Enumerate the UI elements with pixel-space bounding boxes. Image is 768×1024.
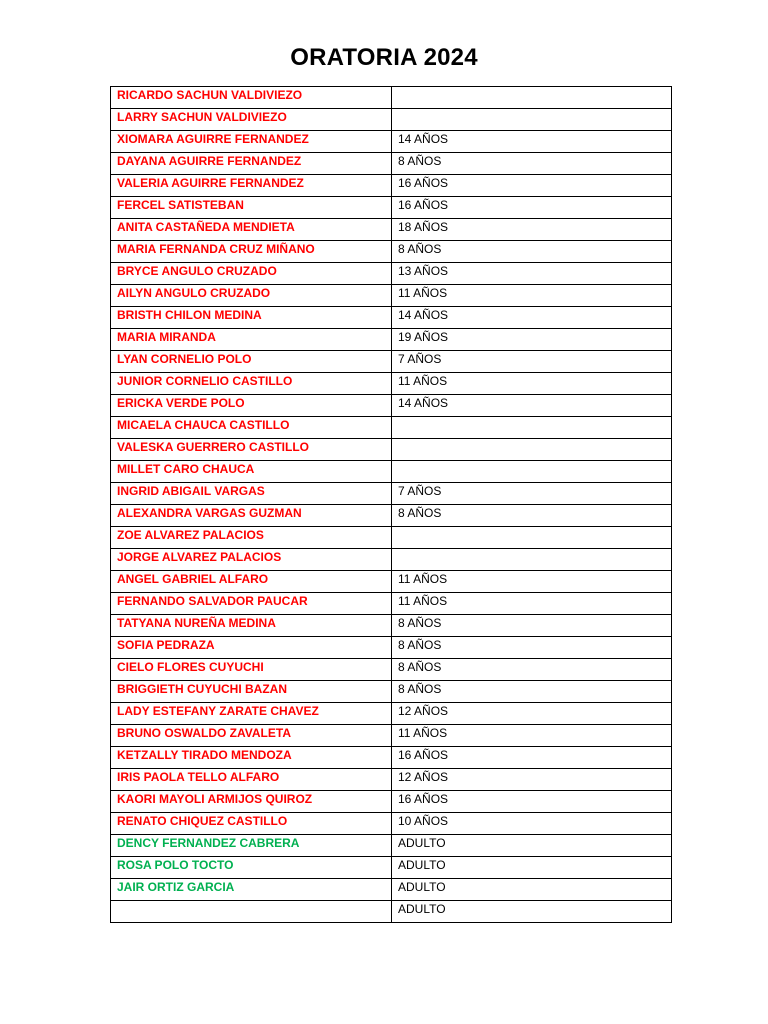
participant-age-cell: 8 AÑOS	[392, 681, 672, 703]
participant-age-cell: 8 AÑOS	[392, 153, 672, 175]
participant-name-cell: BRIGGIETH CUYUCHI BAZAN	[111, 681, 392, 703]
participant-age-cell	[392, 549, 672, 571]
participant-age-cell: 8 AÑOS	[392, 505, 672, 527]
participant-name-cell: LARRY SACHUN VALDIVIEZO	[111, 109, 392, 131]
table-row	[111, 615, 672, 637]
table-row	[111, 351, 672, 373]
table-row	[111, 109, 672, 131]
participant-name-cell: DENCY FERNANDEZ CABRERA	[111, 835, 392, 857]
table-row	[111, 263, 672, 285]
participant-age-cell: 13 AÑOS	[392, 263, 672, 285]
table-row	[111, 901, 672, 923]
participant-name-cell: MICAELA CHAUCA CASTILLO	[111, 417, 392, 439]
participant-age-cell	[392, 439, 672, 461]
participant-age-cell: ADULTO	[392, 879, 672, 901]
participant-age-cell: 8 AÑOS	[392, 615, 672, 637]
participant-name-cell: CIELO FLORES CUYUCHI	[111, 659, 392, 681]
table-row	[111, 395, 672, 417]
participant-name-cell: JAIR ORTIZ GARCIA	[111, 879, 392, 901]
table-row	[111, 219, 672, 241]
table-row	[111, 857, 672, 879]
participant-name-cell: ROSA POLO TOCTO	[111, 857, 392, 879]
participant-age-cell: 11 AÑOS	[392, 593, 672, 615]
participant-age-cell: 19 AÑOS	[392, 329, 672, 351]
participant-name-cell: ERICKA VERDE POLO	[111, 395, 392, 417]
table-row	[111, 747, 672, 769]
table-row	[111, 285, 672, 307]
participant-name-cell: JUNIOR CORNELIO CASTILLO	[111, 373, 392, 395]
participant-name-cell: VALESKA GUERRERO CASTILLO	[111, 439, 392, 461]
participants-table	[110, 86, 672, 923]
participant-age-cell: ADULTO	[392, 857, 672, 879]
participant-name-cell: SOFIA PEDRAZA	[111, 637, 392, 659]
participant-name-cell: FERCEL SATISTEBAN	[111, 197, 392, 219]
participant-name-cell: VALERIA AGUIRRE FERNANDEZ	[111, 175, 392, 197]
participant-name-cell: BRISTH CHILON MEDINA	[111, 307, 392, 329]
participant-age-cell	[392, 87, 672, 109]
participant-age-cell: 16 AÑOS	[392, 747, 672, 769]
table-row	[111, 769, 672, 791]
participant-age-cell: 14 AÑOS	[392, 395, 672, 417]
table-row	[111, 417, 672, 439]
participant-age-cell: 14 AÑOS	[392, 131, 672, 153]
participant-age-cell: 11 AÑOS	[392, 373, 672, 395]
table-row	[111, 197, 672, 219]
participant-age-cell: ADULTO	[392, 901, 672, 923]
table-row	[111, 241, 672, 263]
participant-age-cell: 11 AÑOS	[392, 285, 672, 307]
participant-name-cell: LADY ESTEFANY ZARATE CHAVEZ	[111, 703, 392, 725]
table-row	[111, 725, 672, 747]
participant-age-cell: 7 AÑOS	[392, 483, 672, 505]
participant-age-cell: 7 AÑOS	[392, 351, 672, 373]
participant-name-cell	[111, 901, 392, 923]
participant-name-cell: IRIS PAOLA TELLO ALFARO	[111, 769, 392, 791]
participant-age-cell: 8 AÑOS	[392, 241, 672, 263]
participant-age-cell	[392, 461, 672, 483]
participant-age-cell: 8 AÑOS	[392, 637, 672, 659]
participant-age-cell: 12 AÑOS	[392, 703, 672, 725]
participant-age-cell	[392, 527, 672, 549]
table-row	[111, 307, 672, 329]
participant-name-cell: FERNANDO SALVADOR PAUCAR	[111, 593, 392, 615]
table-row	[111, 593, 672, 615]
participant-name-cell: MARIA FERNANDA CRUZ MIÑANO	[111, 241, 392, 263]
participant-name-cell: RICARDO SACHUN VALDIVIEZO	[111, 87, 392, 109]
participant-name-cell: BRYCE ANGULO CRUZADO	[111, 263, 392, 285]
participant-name-cell: TATYANA NUREÑA MEDINA	[111, 615, 392, 637]
table-row	[111, 879, 672, 901]
participant-name-cell: ANITA CASTAÑEDA MENDIETA	[111, 219, 392, 241]
table-row	[111, 175, 672, 197]
participant-name-cell: JORGE ALVAREZ PALACIOS	[111, 549, 392, 571]
participant-age-cell: 16 AÑOS	[392, 791, 672, 813]
table-row	[111, 549, 672, 571]
participant-name-cell: KETZALLY TIRADO MENDOZA	[111, 747, 392, 769]
table-row	[111, 131, 672, 153]
table-row	[111, 571, 672, 593]
table-row	[111, 659, 672, 681]
table-row	[111, 153, 672, 175]
participant-name-cell: RENATO CHIQUEZ CASTILLO	[111, 813, 392, 835]
participant-name-cell: MILLET CARO CHAUCA	[111, 461, 392, 483]
participant-name-cell: KAORI MAYOLI ARMIJOS QUIROZ	[111, 791, 392, 813]
participant-age-cell	[392, 109, 672, 131]
table-row	[111, 439, 672, 461]
table-row	[111, 813, 672, 835]
table-row	[111, 703, 672, 725]
table-row	[111, 835, 672, 857]
participant-name-cell: MARIA MIRANDA	[111, 329, 392, 351]
table-row	[111, 461, 672, 483]
participant-age-cell: 10 AÑOS	[392, 813, 672, 835]
table-row	[111, 527, 672, 549]
participant-name-cell: DAYANA AGUIRRE FERNANDEZ	[111, 153, 392, 175]
participant-age-cell: 18 AÑOS	[392, 219, 672, 241]
participant-age-cell: 16 AÑOS	[392, 175, 672, 197]
participant-age-cell: 16 AÑOS	[392, 197, 672, 219]
participant-age-cell: 12 AÑOS	[392, 769, 672, 791]
participant-age-cell	[392, 417, 672, 439]
table-row	[111, 505, 672, 527]
table-row	[111, 637, 672, 659]
document-title: ORATORIA 2024	[290, 44, 478, 71]
table-row	[111, 87, 672, 109]
table-row	[111, 681, 672, 703]
table-row	[111, 483, 672, 505]
table-row	[111, 791, 672, 813]
participant-name-cell: ZOE ALVAREZ PALACIOS	[111, 527, 392, 549]
participant-age-cell: ADULTO	[392, 835, 672, 857]
participant-name-cell: AILYN ANGULO CRUZADO	[111, 285, 392, 307]
participant-age-cell: 14 AÑOS	[392, 307, 672, 329]
table-row	[111, 329, 672, 351]
participant-age-cell: 11 AÑOS	[392, 571, 672, 593]
participant-age-cell: 8 AÑOS	[392, 659, 672, 681]
participant-name-cell: INGRID ABIGAIL VARGAS	[111, 483, 392, 505]
participant-name-cell: BRUNO OSWALDO ZAVALETA	[111, 725, 392, 747]
table-row	[111, 373, 672, 395]
participant-name-cell: XIOMARA AGUIRRE FERNANDEZ	[111, 131, 392, 153]
participant-age-cell: 11 AÑOS	[392, 725, 672, 747]
participants-table-body	[111, 87, 672, 923]
participant-name-cell: ALEXANDRA VARGAS GUZMAN	[111, 505, 392, 527]
participant-name-cell: ANGEL GABRIEL ALFARO	[111, 571, 392, 593]
participant-name-cell: LYAN CORNELIO POLO	[111, 351, 392, 373]
